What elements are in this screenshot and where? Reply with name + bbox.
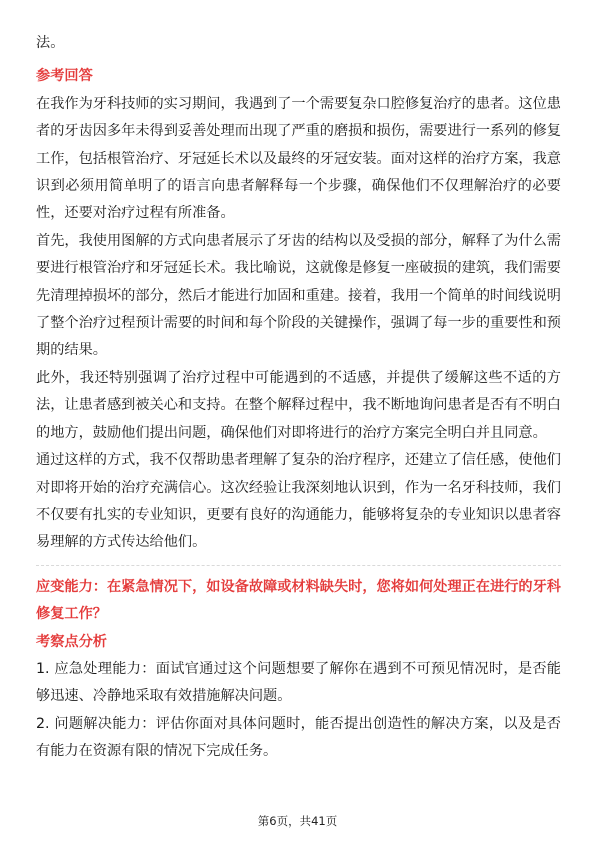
section-divider xyxy=(36,565,561,566)
analysis-item: 2. 问题解决能力：评估你面对具体问题时，能否提出创造性的解决方案，以及是否有能力在资源有限的情况下完成任务。 xyxy=(36,715,561,760)
analysis-item: 1. 应急处理能力：面试官通过这个问题想要了解你在遇到不可预见情况时，是否能够迅速、冷静地采取有效措施解决问题。 xyxy=(36,660,561,705)
document-page xyxy=(36,30,561,766)
answer-paragraph: 首先，我使用图解的方式向患者展示了牙齿的结构以及受损的部分，解释了为什么需要进行根管治疗和牙冠延长术。我比喻说，这就像是修复一座破损的建筑，我们需要先清理掉损坏的部分，然后才能进行加固和重建。接着，我用一个简单的时间线说明了整个治疗过程预计需要的时间和每个阶段的关键操作，强调了每一步的重要性和预期的结果。 xyxy=(36,232,561,359)
answer-paragraph: 此外，我还特别强调了治疗过程中可能遇到的不适感，并提供了缓解这些不适的方法，让患者感到被关心和支持。在整个解释过程中，我不断地询问患者是否有不明白的地方，鼓励他们提出问题，确保他们对即将进行的治疗方案完全明白并且同意。 xyxy=(36,369,561,441)
answer-paragraph: 通过这样的方式，我不仅帮助患者理解了复杂的治疗程序，还建立了信任感，使他们对即将开始的治疗充满信心。这次经验让我深刻地认识到，作为一名牙科技师，我们不仅要有扎实的专业知识，更要有良好的沟通能力，能够将复杂的专业知识以患者容易理解的方式传达给他们。 xyxy=(36,452,561,551)
question-heading: 应变能力：在紧急情况下，如设备故障或材料缺失时，您将如何处理正在进行的牙科修复工作？ xyxy=(36,578,561,623)
analysis-heading: 考察点分析 xyxy=(36,633,107,650)
previous-text-fragment: 法。 xyxy=(36,35,65,51)
answer-paragraph: 在我作为牙科技师的实习期间，我遇到了一个需要复杂口腔修复治疗的患者。这位患者的牙齿因多年未得到妥善处理而出现了严重的磨损和损伤，需要进行一系列的修复工作，包括根管治疗、牙冠延长术以及最终的牙冠安装。面对这样的治疗方案，我意识到必须用简单明了的语言向患者解释每一个步骤，确保他们不仅理解治疗的必要性，还要对治疗过程有所准备。 xyxy=(36,95,561,222)
answer-heading: 参考回答 xyxy=(36,68,93,85)
page-number-footer: 第6页，共41页 xyxy=(257,814,338,828)
